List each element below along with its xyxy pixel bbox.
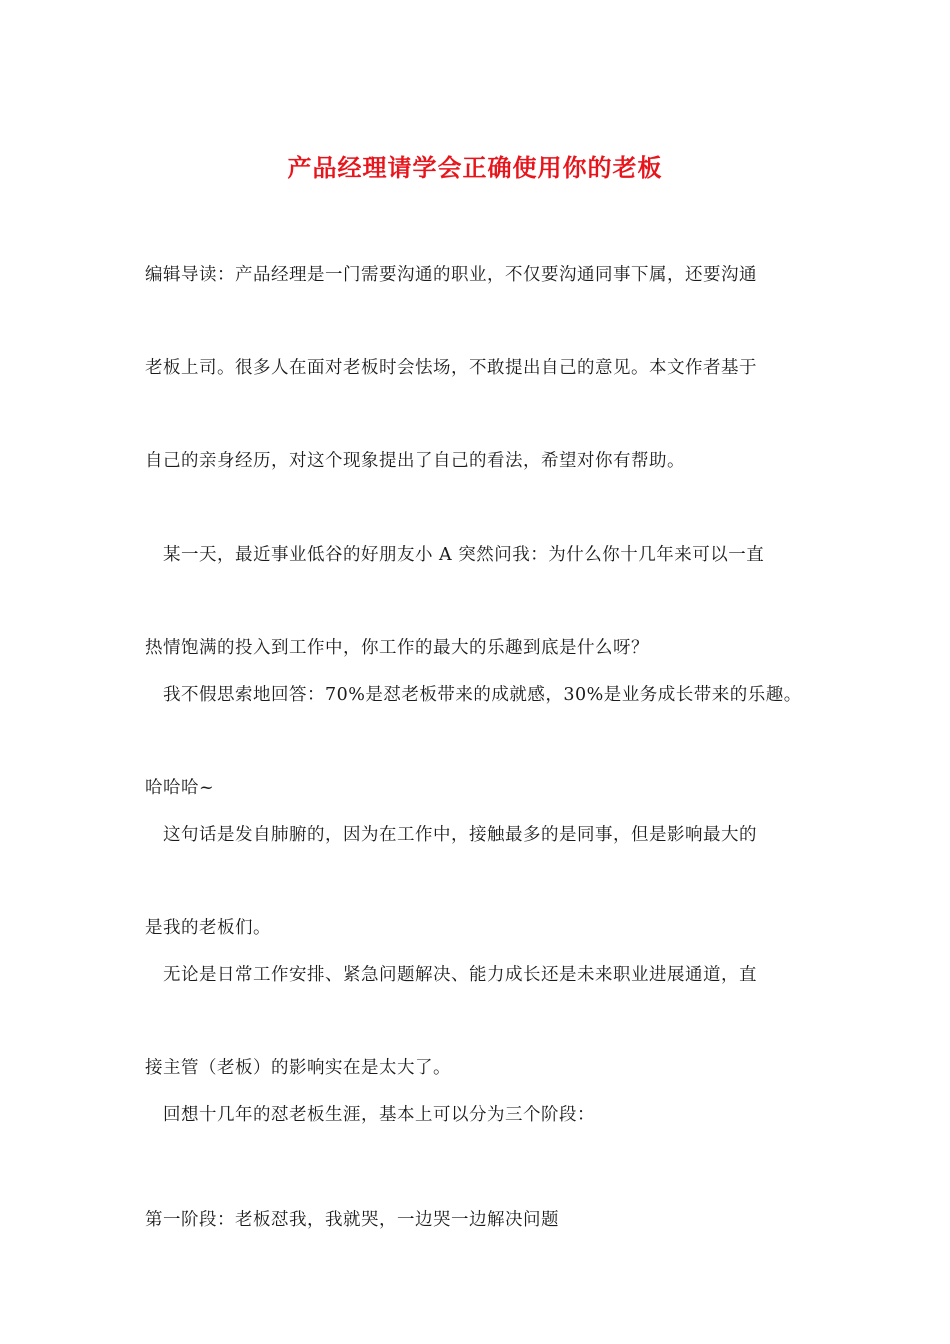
paragraph-line: 第一阶段：老板怼我，我就哭，一边哭一边解决问题 [145,1210,559,1230]
paragraph-line: 是我的老板们。 [145,918,271,938]
intro-line: 编辑导读：产品经理是一门需要沟通的职业，不仅要沟通同事下属，还要沟通 [145,265,757,285]
intro-line: 自己的亲身经历，对这个现象提出了自己的看法，希望对你有帮助。 [145,451,685,471]
paragraph-line: 回想十几年的怼老板生涯，基本上可以分为三个阶段： [145,1105,595,1125]
document-title: 产品经理请学会正确使用你的老板 [287,153,663,182]
section-heading [145,1143,807,1298]
paragraph-line: 接主管（老板）的影响实在是太大了。 [145,1058,451,1078]
paragraph-line: 热情饱满的投入到工作中，你工作的最大的乐趣到底是什么呀？ [145,638,649,658]
paragraph-line: 某一天，最近事业低谷的好朋友小 A 突然问我：为什么你十几年来可以一直 [145,545,765,565]
paragraph-line: 这句话是发自肺腑的，因为在工作中，接触最多的是同事，但是影响最大的 [145,825,757,845]
paragraph-line: 我不假思索地回答：70%是怼老板带来的成就感，30%是业务成长带来的乐趣。 [145,685,802,705]
intro-line: 老板上司。很多人在面对老板时会怯场，不敢提出自己的意见。本文作者基于 [145,358,757,378]
paragraph-line: 无论是日常工作安排、紧急问题解决、能力成长还是未来职业进展通道，直 [145,965,757,985]
paragraph-line: 哈哈哈~ [145,778,215,798]
